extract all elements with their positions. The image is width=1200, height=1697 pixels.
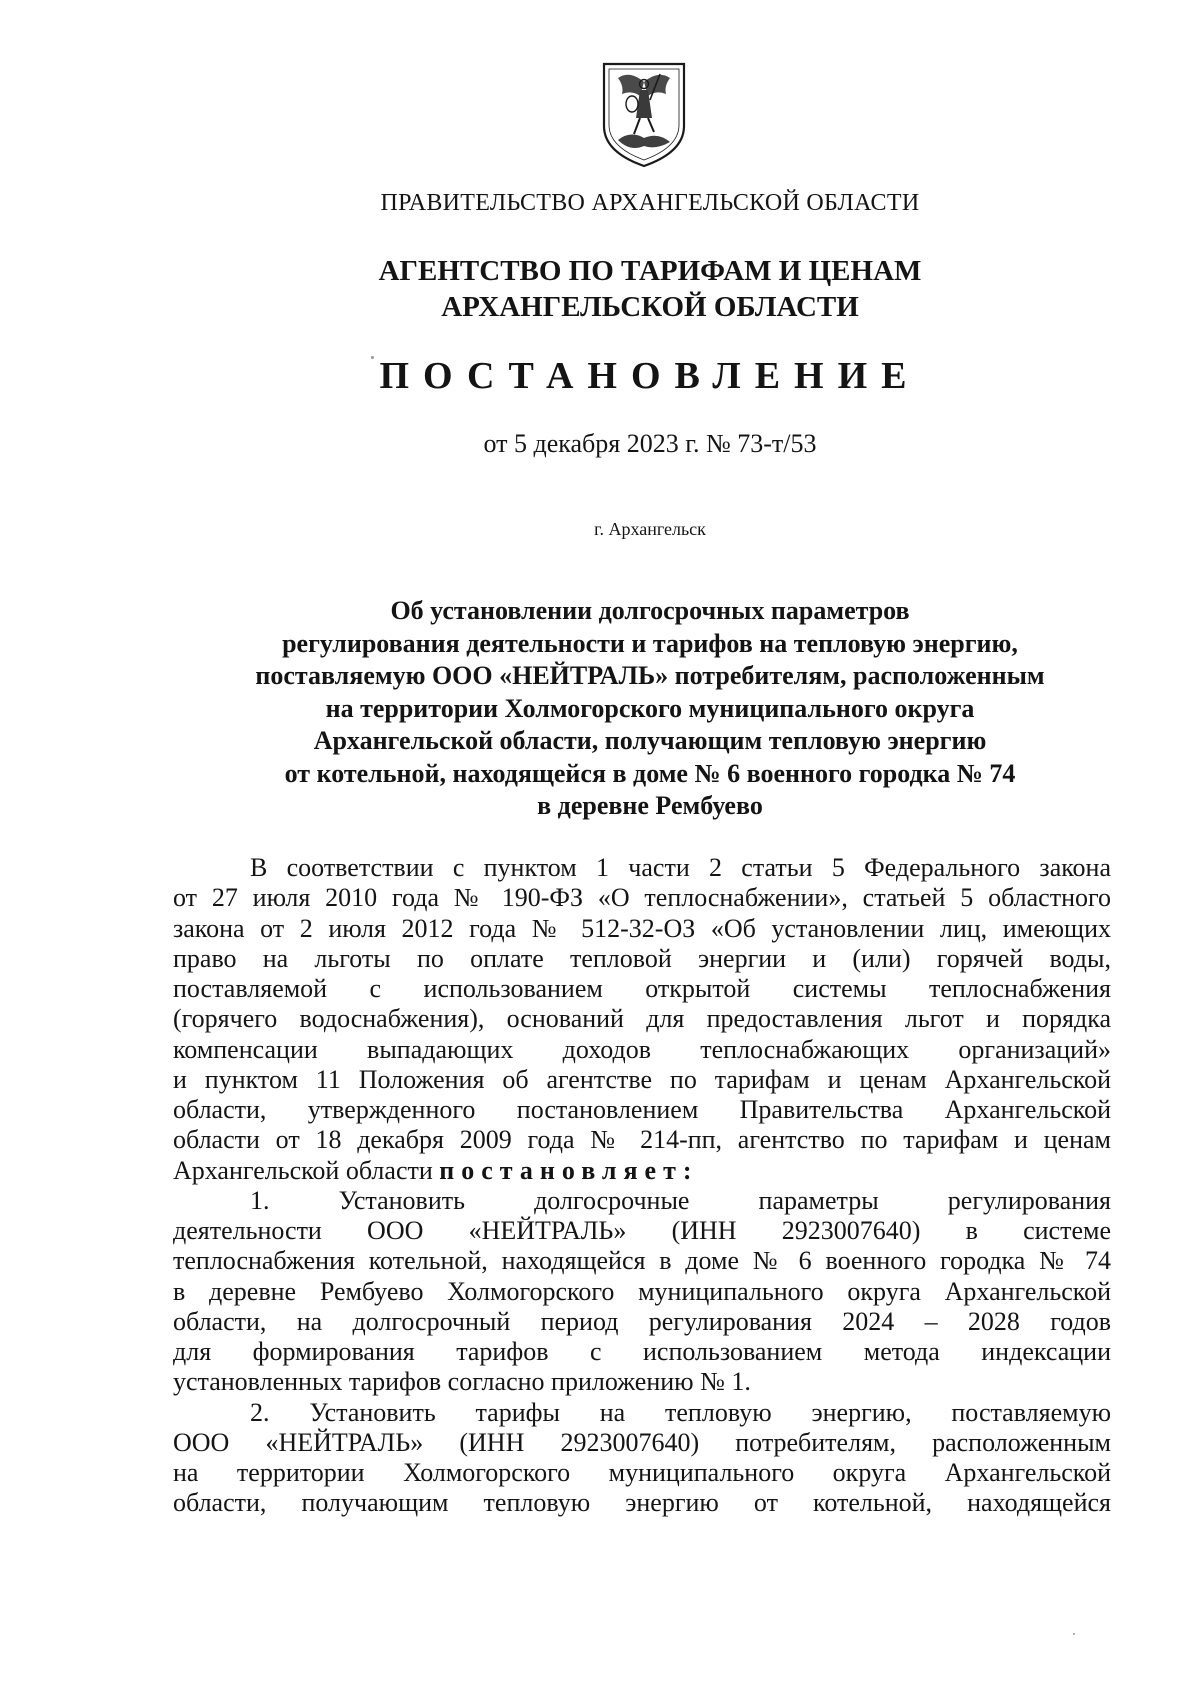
title-line: Об установлении долгосрочных параметров [390, 596, 910, 625]
preamble-line: и пунктом 11 Положения об агентстве по тарифам и ценам Архангельской [173, 1064, 1111, 1094]
title-line: в деревне Рембуево [537, 791, 763, 820]
title-line: регулирования деятельности и тарифов на тепловую энергию, [282, 628, 1018, 658]
preamble-line: (горячего водоснабжения), оснований для предоставления льгот и порядка [173, 1004, 1111, 1034]
document-city: г. Архангельск [594, 519, 706, 539]
title-line: поставляемую ООО «НЕЙТРАЛЬ» потребителям, расположенным [255, 661, 1045, 690]
item-2-line: области, получающим тепловую энергию от котельной, находящейся [173, 1488, 1111, 1518]
item-2-line: ООО «НЕЙТРАЛЬ» (ИНН 2923007640) потребителям, расположенным [173, 1427, 1111, 1457]
preamble-line: компенсации выпадающих доходов теплоснабжающих организаций» [173, 1034, 1111, 1064]
item-1-line: теплоснабжения котельной, находящейся в доме № 6 военного городка № 74 [173, 1246, 1111, 1276]
preamble-line: поставляемой с использованием открытой системы теплоснабжения [173, 974, 1111, 1003]
agency-name-line-2: АРХАНГЕЛЬСКОЙ ОБЛАСТИ [441, 291, 859, 323]
title-line: от котельной, находящейся в доме № 6 военного городка № 74 [284, 758, 1016, 788]
title-line: Архангельской области, получающим тепловую энергию [313, 726, 987, 755]
preamble-line: право на льготы по оплате тепловой энергии и (или) горячей воды, [173, 943, 1111, 973]
government-name: ПРАВИТЕЛЬСТВО АРХАНГЕЛЬСКОЙ ОБЛАСТИ [380, 190, 920, 216]
agency-name-line-1: АГЕНТСТВО ПО ТАРИФАМ И ЦЕНАМ [378, 255, 922, 287]
coat-of-arms-emblem [600, 60, 688, 170]
item-1-line: для формирования тарифов с использованием метода индексации [173, 1337, 1111, 1366]
preamble-line: В соответствии с пунктом 1 части 2 статьи 5 Федерального закона [250, 853, 1111, 882]
item-1-line: в деревне Рембуево Холмогорского муниципального округа Архангельской [173, 1276, 1111, 1306]
agency-name [0, 253, 1200, 325]
document-type-heading: ПОСТАНОВЛЕНИЕ [379, 355, 921, 397]
preamble-line: области от 18 декабря 2009 года № 214-пп, агентство по тарифам и ценам [173, 1125, 1111, 1155]
resolves-keyword: постановляет: [439, 1155, 699, 1185]
preamble-last-line [173, 1156, 1111, 1186]
preamble-line: области, утвержденного постановлением Правительства Архангельской [173, 1095, 1111, 1124]
document-body [173, 853, 1111, 1519]
title-line: на территории Холмогорского муниципального округа [325, 693, 975, 723]
item-1-line: 1. Установить долгосрочные параметры регулирования [250, 1185, 1111, 1215]
item-1-line: деятельности ООО «НЕЙТРАЛЬ» (ИНН 2923007640) в системе [173, 1216, 1111, 1245]
item-1-line: области, на долгосрочный период регулирования 2024 – 2028 годов [173, 1306, 1111, 1336]
preamble-last-prefix: Архангельской области [173, 1155, 433, 1185]
scan-speck [371, 356, 374, 359]
item-2-line: на территории Холмогорского муниципального округа Архангельской [173, 1458, 1111, 1487]
preamble-line: от 27 июля 2010 года № 190-ФЗ «О теплоснабжении», статьей 5 областного [173, 883, 1111, 913]
document-date-number: от 5 декабря 2023 г. № 73-т/53 [483, 429, 817, 458]
item-1-line: установленных тарифов согласно приложению № 1. [173, 1367, 751, 1397]
scan-speck [1073, 1633, 1075, 1635]
preamble-line: закона от 2 июля 2012 года № 512-32-ОЗ «Об установлении лиц, имеющих [173, 913, 1111, 943]
document-title [0, 595, 1200, 823]
item-2-line: 2. Установить тарифы на тепловую энергию, поставляемую [250, 1397, 1111, 1427]
